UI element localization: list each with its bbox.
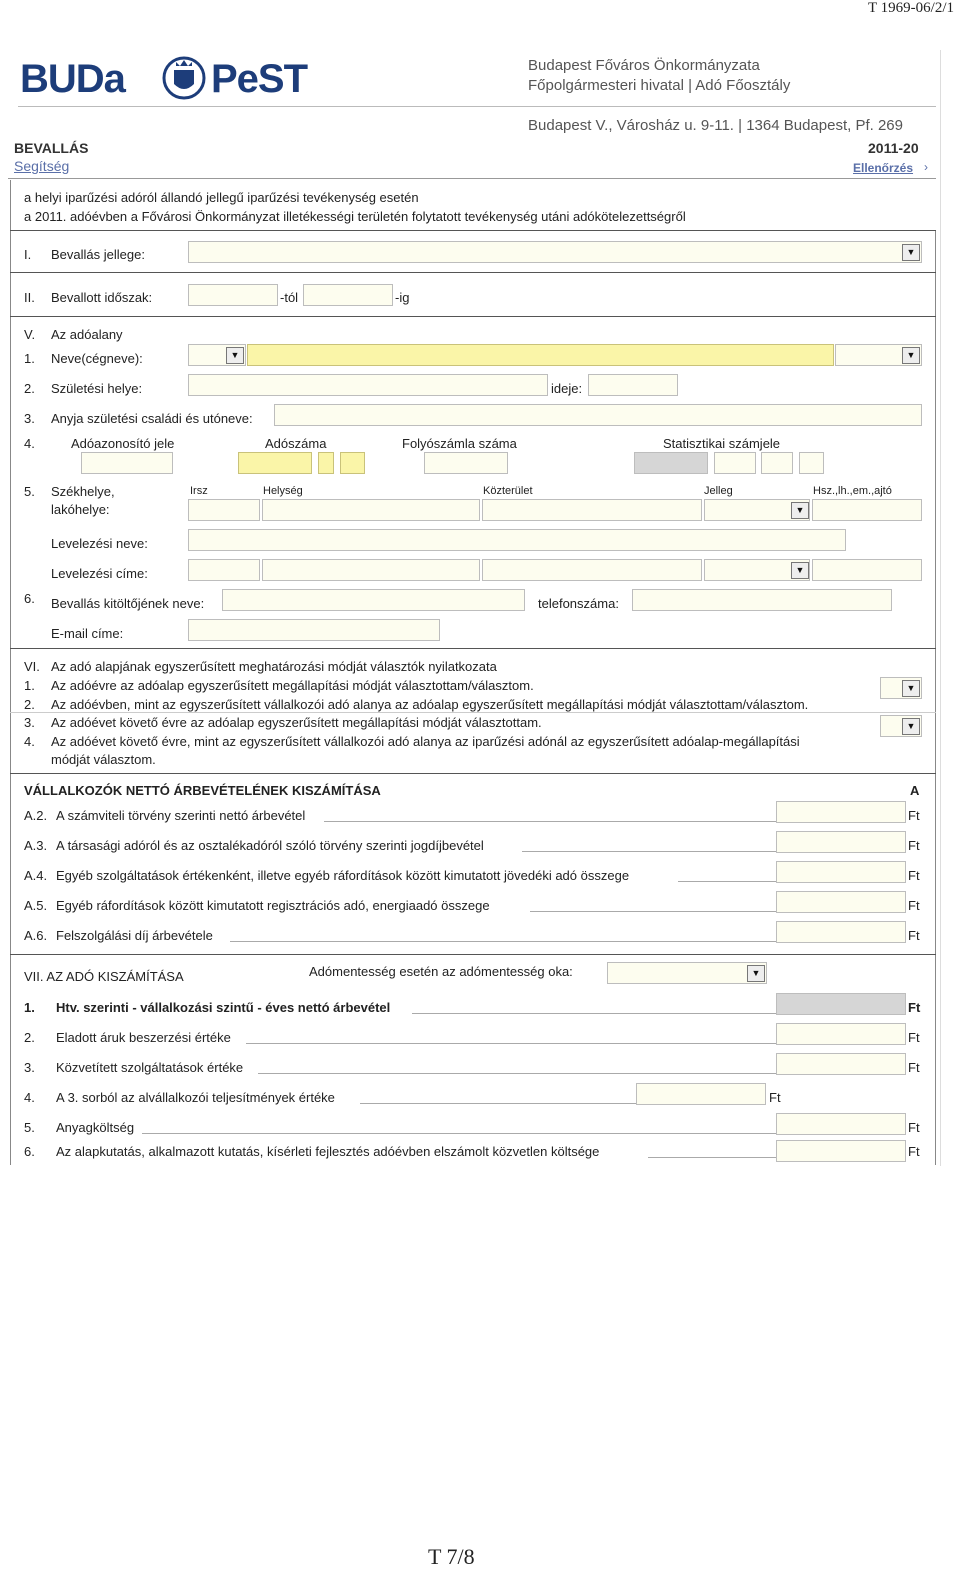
tax-number-field-2[interactable]: [318, 452, 334, 474]
s7-row3-num: 3.: [24, 1060, 35, 1075]
declaration-type-dropdown-icon[interactable]: ▼: [902, 244, 920, 261]
section7-title: VII. AZ ADÓ KISZÁMÍTÁSA: [24, 969, 184, 984]
s7-row5-text: Anyagköltség: [56, 1120, 135, 1135]
tax-number-field-1[interactable]: [238, 452, 312, 474]
row3-num: 3.: [24, 411, 35, 426]
section1-num: I.: [24, 247, 32, 262]
sectionA-title: VÁLLALKOZÓK NETTÓ ÁRBEVÉTELÉNEK KISZÁMÍTÁSA: [24, 783, 381, 798]
section-divider-2: [10, 272, 936, 273]
s7-row2-leader: [246, 1043, 776, 1044]
s7-row4-leader: [360, 1103, 636, 1104]
a4-code: A.4.: [24, 868, 48, 883]
s7-row4-unit: Ft: [769, 1090, 781, 1105]
exempt-reason-dropdown-icon[interactable]: ▼: [747, 965, 765, 982]
stat-code-field-4[interactable]: [799, 452, 824, 474]
section-divider-6: [10, 954, 936, 955]
filler-name-label: Bevallás kitöltőjének neve:: [51, 596, 205, 611]
name-suffix-dropdown-icon[interactable]: ▼: [902, 347, 920, 364]
col-number-label: Hsz.,lh.,em.,ajtó: [813, 485, 892, 497]
sectionA-col-label: A: [910, 783, 920, 798]
s7-row2-text: Eladott áruk beszerzési értéke: [56, 1030, 231, 1045]
mail-city-field[interactable]: [262, 559, 480, 581]
budapest-logo: [18, 54, 323, 100]
section-divider-1: [10, 230, 936, 231]
s6-separator: [10, 712, 936, 713]
s7-row2-amount-field[interactable]: [776, 1023, 906, 1045]
s6-item2-text: Az adóévben, mint az egyszerűsített vállalkozói adó alanya az adóalap egyszerűsített megállapítási módját választottam/választom.: [51, 697, 809, 712]
name-field[interactable]: [247, 344, 834, 366]
bank-account-label: Folyószámla száma: [402, 436, 517, 451]
help-link[interactable]: Segítség: [14, 158, 70, 174]
s7-row1-num: 1.: [24, 1000, 35, 1015]
a2-leader: [324, 821, 776, 822]
s7-row4-text: A 3. sorból az alvállalkozói teljesítmények értéke: [56, 1090, 335, 1105]
section-divider-4: [10, 648, 936, 649]
s7-row5-amount-field[interactable]: [776, 1113, 906, 1135]
a3-code: A.3.: [24, 838, 48, 853]
col-zip-label: Irsz: [190, 485, 208, 497]
email-field[interactable]: [188, 619, 440, 641]
s6-item3-text: Az adóévet követő évre az adóalap egyszerűsített megállapítási módját választottam.: [51, 715, 542, 730]
mail-name-label: Levelezési neve:: [51, 536, 148, 551]
row1-num: 1.: [24, 351, 35, 366]
filler-name-field[interactable]: [222, 589, 525, 611]
a4-text: Egyéb szolgáltatások értékenként, illetve egyéb ráfordítások között kimutatott jövedéki adó összege: [56, 868, 630, 883]
section1-label: Bevallás jellege:: [51, 247, 145, 262]
s6-item1-text: Az adóévre az adóalap egyszerűsített megállapítási módját választottam/választom.: [51, 678, 534, 693]
check-link[interactable]: Ellenőrzés: [853, 161, 914, 175]
section6-num: VI.: [24, 659, 40, 674]
birthplace-field[interactable]: [188, 374, 548, 396]
mail-address-label: Levelezési címe:: [51, 566, 148, 581]
a6-amount-field[interactable]: [776, 921, 906, 943]
phone-field[interactable]: [632, 589, 892, 611]
mother-name-label: Anyja születési családi és utóneve:: [51, 411, 253, 426]
s7-row5-num: 5.: [24, 1120, 35, 1135]
a3-unit: Ft: [908, 838, 920, 853]
s7-row2-unit: Ft: [908, 1030, 920, 1045]
tax-id-label: Adóazonosító jele: [71, 436, 175, 451]
declaration-type-select[interactable]: [188, 241, 922, 263]
s7-row5-unit: Ft: [908, 1120, 920, 1135]
s6-item3-num: 3.: [24, 715, 35, 730]
section-divider-3: [10, 316, 936, 317]
mother-name-field[interactable]: [274, 404, 922, 426]
stat-code-label: Statisztikai számjele: [663, 436, 781, 451]
a2-text: A számviteli törvény szerinti nettó árbevétel: [56, 808, 306, 823]
seat-label-2: lakóhelye:: [51, 502, 110, 517]
s7-row1-amount-field[interactable]: [776, 993, 906, 1015]
org-address: Budapest V., Városház u. 9-11. | 1364 Budapest, Pf. 269: [528, 117, 903, 134]
row5-num: 5.: [24, 484, 35, 499]
org-line-2: Főpolgármesteri hivatal | Adó Főosztály: [528, 77, 791, 94]
period-to-field[interactable]: [303, 284, 393, 306]
a2-code: A.2.: [24, 808, 48, 823]
a5-text: Egyéb ráfordítások között kimutatott regisztrációs adó, energiaadó összege: [56, 898, 490, 913]
bank-account-field[interactable]: [424, 452, 508, 474]
mail-type-dropdown-icon[interactable]: ▼: [791, 562, 809, 579]
row6-num: 6.: [24, 591, 35, 606]
a5-unit: Ft: [908, 898, 920, 913]
a6-code: A.6.: [24, 928, 48, 943]
name-prefix-dropdown-icon[interactable]: ▼: [226, 347, 244, 364]
period-to-suffix: -ig: [395, 290, 410, 305]
birthdate-field[interactable]: [588, 374, 678, 396]
section6-title: Az adó alapjának egyszerűsített meghatározási módját választók nyilatkozata: [51, 659, 497, 674]
document-code: T 1969-06/2/1: [868, 0, 954, 16]
s7-row6-text: Az alapkutatás, alkalmazott kutatás, kísérleti fejlesztés adóévben elszámolt közvetlen költsége: [56, 1144, 600, 1159]
s6-item4-num: 4.: [24, 734, 35, 749]
birthplace-label: Születési helye:: [51, 381, 143, 396]
section2-label: Bevallott időszak:: [51, 290, 153, 305]
org-line-1: Budapest Főváros Önkormányzata: [528, 57, 760, 74]
a2-unit: Ft: [908, 808, 920, 823]
name-label: Neve(cégneve):: [51, 351, 143, 366]
s7-row6-unit: Ft: [908, 1144, 920, 1159]
a5-leader: [530, 911, 776, 912]
s7-row2-num: 2.: [24, 1030, 35, 1045]
section2-num: II.: [24, 290, 35, 305]
svg-text:BUDa: BUDa: [20, 57, 125, 100]
a6-text: Felszolgálási díj árbevétele: [56, 928, 213, 943]
row2-num: 2.: [24, 381, 35, 396]
page-number: T 7/8: [428, 1544, 475, 1569]
s7-row6-num: 6.: [24, 1144, 35, 1159]
section-divider-5: [10, 773, 936, 774]
s6-choice-2-dropdown-icon[interactable]: ▼: [902, 718, 920, 735]
email-label: E-mail címe:: [51, 626, 124, 641]
subtitle-line-1: a helyi iparűzési adóról állandó jellegű iparűzési tevékenység esetén: [24, 190, 419, 205]
mail-name-field[interactable]: [188, 529, 846, 551]
form-right-border: [935, 230, 936, 1165]
a4-amount-field[interactable]: [776, 861, 906, 883]
seat-label-1: Székhelye,: [51, 484, 115, 499]
stat-code-field-1[interactable]: [634, 452, 708, 474]
s7-row3-leader: [258, 1073, 776, 1074]
s7-row6-amount-field[interactable]: [776, 1140, 906, 1162]
s7-row1-leader: [412, 1013, 776, 1014]
a5-code: A.5.: [24, 898, 48, 913]
s7-row5-leader: [142, 1133, 776, 1134]
a6-unit: Ft: [908, 928, 920, 943]
phone-label: telefonszáma:: [538, 596, 619, 611]
a6-leader: [230, 941, 776, 942]
s7-row3-amount-field[interactable]: [776, 1053, 906, 1075]
seat-number-field[interactable]: [812, 499, 922, 521]
a3-amount-field[interactable]: [776, 831, 906, 853]
svg-text:PeST: PeST: [211, 57, 308, 100]
tax-number-label: Adószáma: [265, 436, 327, 451]
mail-number-field[interactable]: [812, 559, 922, 581]
s7-row3-text: Közvetített szolgáltatások értéke: [56, 1060, 244, 1075]
row4-num: 4.: [24, 436, 35, 451]
s7-row4-num: 4.: [24, 1090, 35, 1105]
tax-id-field[interactable]: [81, 452, 173, 474]
s7-row4-amount-field[interactable]: [636, 1083, 766, 1105]
tax-number-field-3[interactable]: [340, 452, 365, 474]
mail-zip-field[interactable]: [188, 559, 260, 581]
s6-item4-text-cont: módját választom.: [51, 752, 156, 767]
budapest-logo-graphic: [18, 54, 323, 100]
s7-row3-unit: Ft: [908, 1060, 920, 1075]
section5-num: V.: [24, 327, 36, 342]
a5-amount-field[interactable]: [776, 891, 906, 913]
period-from-suffix: -tól: [280, 290, 299, 305]
seat-type-dropdown-icon[interactable]: ▼: [791, 502, 809, 519]
s6-item4-text: Az adóévet követő évre, mint az egyszerűsített vállalkozói adó alanya az iparűzési adónál az egyszerűsített adóalap-megállapítási: [51, 734, 800, 749]
col-city-label: Helység: [263, 485, 303, 497]
a3-leader: [522, 851, 776, 852]
seat-zip-field[interactable]: [188, 499, 260, 521]
subtitle-line-2: a 2011. adóévben a Fővárosi Önkormányzat illetékességi területén folytatott tevékenység utáni adókötelezettségről: [24, 209, 686, 224]
a2-amount-field[interactable]: [776, 801, 906, 823]
seat-city-field[interactable]: [262, 499, 480, 521]
check-chevron-icon: ›: [924, 160, 928, 174]
stat-code-field-2[interactable]: [714, 452, 756, 474]
a4-leader: [678, 881, 776, 882]
stat-code-field-3[interactable]: [761, 452, 793, 474]
a4-unit: Ft: [908, 868, 920, 883]
exempt-reason-label: Adómentesség esetén az adómentesség oka:: [309, 964, 573, 979]
s6-choice-1-dropdown-icon[interactable]: ▼: [902, 680, 920, 697]
exempt-reason-select[interactable]: [607, 962, 767, 984]
form-title: BEVALLÁS: [14, 140, 89, 156]
form-code: 2011-20: [868, 140, 919, 156]
mail-street-field[interactable]: [482, 559, 702, 581]
title-divider: [8, 178, 936, 179]
s6-item1-num: 1.: [24, 678, 35, 693]
period-from-field[interactable]: [188, 284, 278, 306]
s7-row1-text: Htv. szerinti - vállalkozási szintű - éves nettó árbevétel: [56, 1000, 391, 1015]
s7-row6-leader: [648, 1157, 776, 1158]
s6-item2-num: 2.: [24, 697, 35, 712]
col-street-label: Közterület: [483, 485, 533, 497]
s7-row1-unit: Ft: [908, 1000, 921, 1015]
seat-street-field[interactable]: [482, 499, 702, 521]
col-type-label: Jelleg: [704, 485, 733, 497]
header-divider: [18, 106, 936, 107]
a3-text: A társasági adóról és az osztalékadóról szóló törvény szerinti jogdíjbevétel: [56, 838, 484, 853]
section5-title: Az adóalany: [51, 327, 123, 342]
form-left-border: [10, 180, 11, 1165]
birthdate-label: ideje:: [551, 381, 583, 396]
